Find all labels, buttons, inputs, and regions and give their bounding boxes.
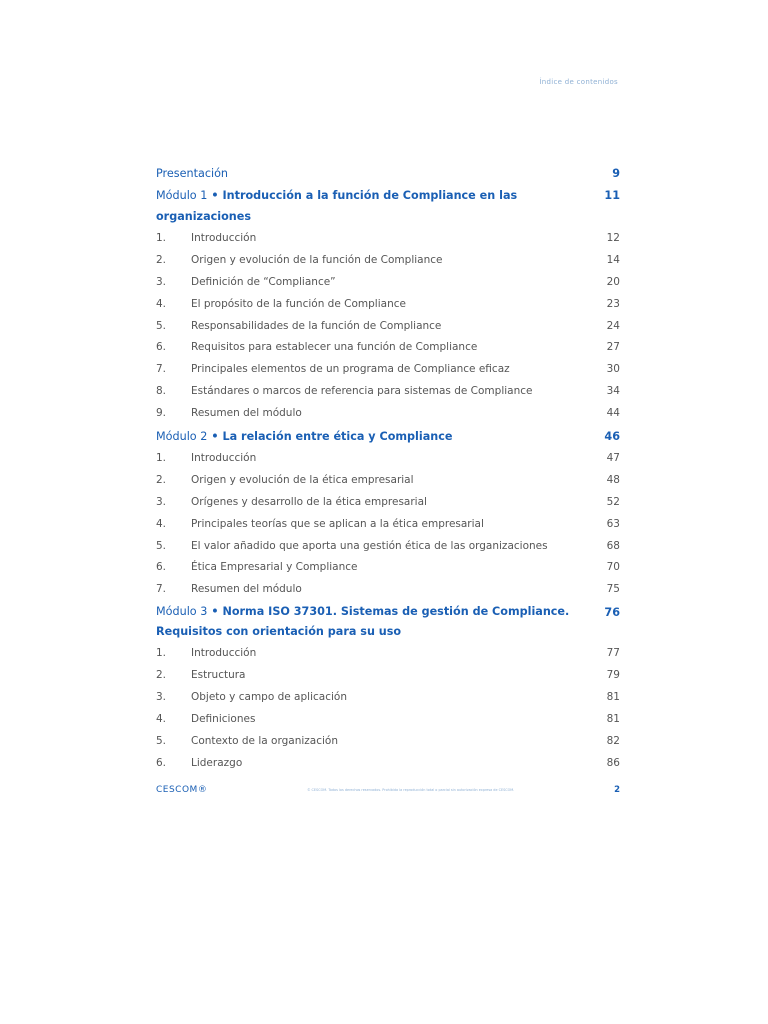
- toc-entry-number: 1.: [156, 647, 167, 660]
- toc-entry[interactable]: [156, 337, 620, 359]
- module-label: Módulo 3: [156, 605, 208, 619]
- toc-entry[interactable]: [156, 381, 620, 403]
- toc-entry[interactable]: [156, 448, 620, 470]
- toc-entry-title: El propósito de la función de Compliance: [191, 297, 406, 310]
- toc-entry[interactable]: [156, 316, 620, 338]
- page-header: Índice de contenidos: [539, 78, 618, 86]
- toc-entry-title: Liderazgo: [191, 756, 243, 769]
- module-separator: •: [211, 430, 219, 444]
- toc-entry-page: 20: [606, 275, 620, 288]
- toc-entry[interactable]: [156, 579, 620, 601]
- toc-entry-number: 5.: [156, 319, 167, 332]
- toc-entry[interactable]: [156, 403, 620, 425]
- toc-entry-page: 24: [606, 319, 620, 332]
- toc-entry-page: 82: [606, 734, 620, 747]
- module-heading-text: [156, 602, 580, 642]
- toc-entry-title: Requisitos para establecer una función de Compliance: [191, 341, 478, 354]
- presentation-title: Presentación: [156, 167, 229, 180]
- toc-entry[interactable]: [156, 470, 620, 492]
- toc-entry[interactable]: [156, 753, 620, 775]
- toc-entry-number: 4.: [156, 517, 167, 530]
- module-title: Norma ISO 37301. Sistemas de gestión de Compliance. Requisitos con orientación para su uso: [156, 605, 570, 639]
- toc-entry[interactable]: [156, 294, 620, 316]
- toc-entry-number: 6.: [156, 561, 167, 574]
- toc-entry-page: 44: [606, 407, 620, 420]
- toc-entry-number: 7.: [156, 363, 167, 376]
- module-label: Módulo 1: [156, 189, 208, 202]
- footer-brand: CESCOM®: [156, 785, 208, 795]
- footer-legal: © CESCOM. Todos los derechos reservados. Prohibida la reproducción total o parcial sin autorización expresa de CESCOM.: [307, 788, 515, 792]
- toc-entry-title: Responsabilidades de la función de Compliance: [191, 319, 442, 332]
- module-label: Módulo 2: [156, 430, 208, 444]
- toc-entry-title: Definición de “Compliance”: [191, 275, 336, 288]
- presentation-page: 9: [612, 167, 620, 180]
- toc-entry-page: 68: [606, 539, 620, 552]
- toc-entry-title: Principales elementos de un programa de Compliance eficaz: [191, 363, 510, 376]
- toc-entry-title: Resumen del módulo: [191, 407, 302, 420]
- toc-entry-number: 8.: [156, 385, 167, 398]
- toc-entry-number: 2.: [156, 253, 167, 266]
- toc-entry-number: 3.: [156, 691, 167, 704]
- toc-entry[interactable]: [156, 709, 620, 731]
- module-page: 46: [604, 430, 620, 444]
- module-separator: •: [211, 189, 219, 202]
- toc-entry[interactable]: [156, 687, 620, 709]
- toc-entry-page: 77: [606, 647, 620, 660]
- toc-entry-title: Ética Empresarial y Compliance: [191, 561, 358, 574]
- toc-entry-number: 3.: [156, 275, 167, 288]
- toc-entry-page: 14: [606, 253, 620, 266]
- toc-entry-page: 34: [606, 385, 620, 398]
- module-separator: •: [211, 605, 219, 619]
- toc-entry-title: Introducción: [191, 232, 257, 244]
- toc-entry-title: Estándares o marcos de referencia para sistemas de Compliance: [191, 385, 533, 398]
- toc-presentation[interactable]: [156, 163, 620, 184]
- toc-entry[interactable]: [156, 228, 620, 250]
- toc-entry[interactable]: [156, 731, 620, 753]
- toc-entry[interactable]: [156, 250, 620, 272]
- toc-entry-page: 81: [606, 712, 620, 725]
- module-heading[interactable]: [156, 185, 620, 227]
- toc-entry[interactable]: [156, 643, 620, 665]
- module-heading-text: [156, 426, 580, 447]
- toc-entry-number: 1.: [156, 452, 167, 465]
- module-heading[interactable]: [156, 426, 620, 447]
- toc-entry-number: 7.: [156, 583, 167, 596]
- toc-entry-number: 9.: [156, 407, 167, 420]
- module-title: Introducción a la función de Compliance en las organizaciones: [156, 189, 518, 223]
- toc-entry-title: Definiciones: [191, 712, 256, 725]
- toc-entry-number: 2.: [156, 669, 167, 682]
- toc-entry[interactable]: [156, 514, 620, 536]
- toc-entry-page: 79: [606, 669, 620, 682]
- toc-entry-number: 6.: [156, 341, 167, 354]
- toc-entry-number: 2.: [156, 473, 167, 486]
- toc-entry-number: 5.: [156, 734, 167, 747]
- toc-entry-page: 47: [606, 452, 620, 465]
- toc-entry-page: 75: [606, 583, 620, 596]
- modules-list: [156, 185, 620, 775]
- toc-entry-page: 23: [606, 297, 620, 310]
- toc-entry-title: Introducción: [191, 452, 257, 465]
- toc-entry-page: 12: [606, 232, 620, 244]
- module-title: La relación entre ética y Compliance: [222, 430, 453, 444]
- toc-entry-number: 4.: [156, 712, 167, 725]
- module-heading-text: [156, 185, 580, 227]
- toc-entry-number: 3.: [156, 495, 167, 508]
- toc-entry-number: 6.: [156, 756, 167, 769]
- table-of-contents: [156, 162, 620, 775]
- toc-entry-title: Objeto y campo de aplicación: [191, 691, 347, 704]
- toc-entry-page: 86: [606, 756, 620, 769]
- toc-entry-title: Introducción: [191, 647, 257, 660]
- module-page: 76: [604, 606, 620, 620]
- module-page: 11: [604, 189, 620, 202]
- toc-entry-title: Contexto de la organización: [191, 734, 338, 747]
- toc-entry-title: Estructura: [191, 669, 246, 682]
- page-footer: [156, 785, 620, 795]
- footer-page-number: 2: [614, 785, 620, 795]
- toc-entry[interactable]: [156, 272, 620, 294]
- toc-entry-page: 81: [606, 691, 620, 704]
- toc-entry[interactable]: [156, 536, 620, 558]
- module-heading[interactable]: [156, 602, 620, 642]
- toc-entry-title: Principales teorías que se aplican a la ética empresarial: [191, 517, 484, 530]
- toc-entry[interactable]: [156, 557, 620, 579]
- toc-entry-page: 52: [606, 495, 620, 508]
- toc-entry-page: 70: [606, 561, 620, 574]
- toc-entry-title: El valor añadido que aporta una gestión ética de las organizaciones: [191, 539, 548, 552]
- toc-entry-title: Origen y evolución de la ética empresarial: [191, 473, 414, 486]
- toc-entry[interactable]: [156, 492, 620, 514]
- toc-entry-title: Origen y evolución de la función de Compliance: [191, 253, 443, 266]
- toc-entry-title: Resumen del módulo: [191, 583, 302, 596]
- toc-entry-page: 30: [606, 363, 620, 376]
- toc-entry-number: 5.: [156, 539, 167, 552]
- toc-entry-page: 63: [606, 517, 620, 530]
- toc-entry-page: 48: [606, 473, 620, 486]
- toc-entry[interactable]: [156, 359, 620, 381]
- toc-entry-number: 1.: [156, 232, 167, 244]
- toc-entry[interactable]: [156, 665, 620, 687]
- toc-entry-number: 4.: [156, 297, 167, 310]
- toc-entry-title: Orígenes y desarrollo de la ética empresarial: [191, 495, 427, 508]
- toc-entry-page: 27: [606, 341, 620, 354]
